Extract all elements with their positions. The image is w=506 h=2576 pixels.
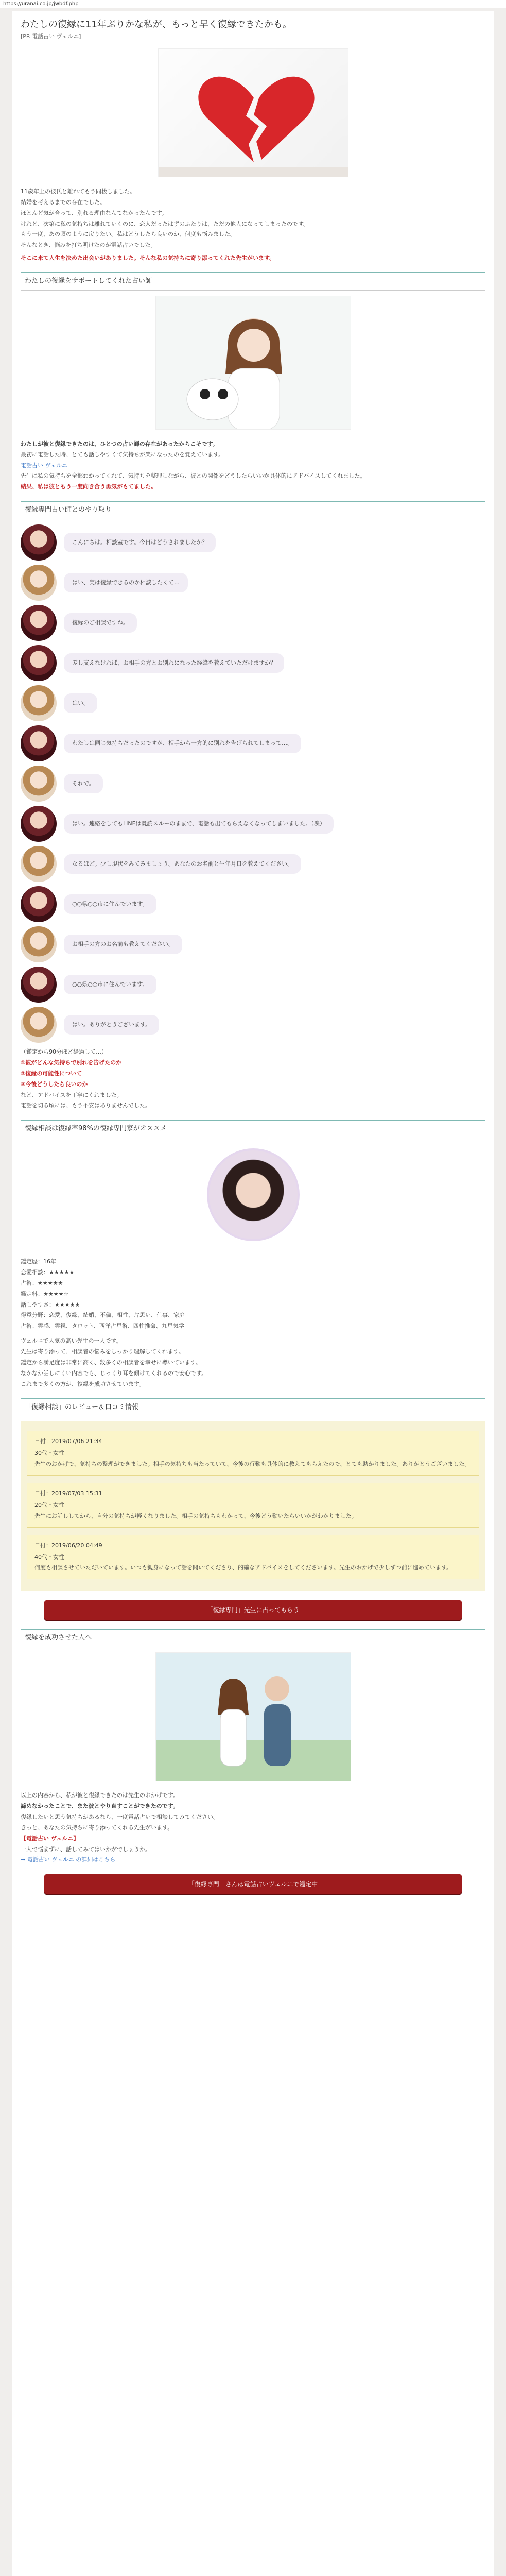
advisor-text-3	[21, 461, 485, 471]
couple-photo-icon	[156, 1653, 351, 1781]
page	[12, 11, 494, 2576]
after-chat-1: （鑑定から90分ほど経過して…）	[21, 1048, 107, 1055]
address-bar[interactable]: https://uranai.co.jp/jwbdf.php	[0, 0, 506, 8]
client-avatar	[21, 806, 57, 842]
chat-message	[21, 524, 485, 561]
advisor-avatar	[21, 565, 57, 601]
chat-message	[21, 886, 485, 922]
chat-bubble: なるほど。少し現状をみてみましょう。あなたのお名前と生年月日を教えてください。	[64, 854, 301, 874]
success-text-4: きっと、あなたの気持ちに寄り添ってくれる先生がいます。	[21, 1824, 173, 1831]
profile-line-6: 得意分野：恋愛、復縁、結婚、不倫、相性、片思い、仕事、家庭	[21, 1312, 185, 1319]
woman-photo-icon	[156, 296, 351, 430]
profile-line-5: 話しやすさ：★★★★★	[21, 1301, 80, 1308]
after-chat-6: 電話を切る頃には、もう不安はありませんでした。	[21, 1102, 151, 1109]
review-date: 日付：2019/07/06 21:34	[34, 1438, 102, 1445]
profile-text-4: なかなか話しにくい内容でも、じっくり耳を傾けてくれるので安心です。	[21, 1369, 207, 1377]
profile-line-3: 占術：★★★★★	[21, 1279, 63, 1286]
chat-message	[21, 846, 485, 882]
review-card	[27, 1483, 479, 1528]
section-heading-profile: 復縁相談は復縁率98%の復縁専門家がオススメ	[21, 1120, 485, 1138]
review-body: 何度も相談させていただいています。いつも親身になって話を聞いてくださり、的確なアドバイスをしてくださいます。先生のおかげで少しずつ前に進めています。	[34, 1564, 452, 1571]
chat-bubble: お相手の方のお名前も教えてください。	[64, 935, 182, 955]
profile-line-4: 鑑定料：★★★★☆	[21, 1290, 69, 1297]
success-text-6: 一人で悩まずに、話してみてはいかがでしょうか。	[21, 1845, 151, 1853]
section-heading-success: 復縁を成功させた人へ	[21, 1629, 485, 1647]
success-text-5: 【電話占い ヴェルニ】	[21, 1835, 79, 1842]
review-author: 40代・女性	[34, 1553, 64, 1561]
success-text-1: 以上の内容から、私が彼と復縁できたのは先生のおかげです。	[21, 1792, 179, 1799]
chat-message	[21, 725, 485, 761]
profile-text-1: ヴェルニで人気の高い先生の一人です。	[21, 1337, 122, 1345]
success-text-3: 復縁したいと思う気持ちがあるなら、一度電話占いで相談してみてください。	[21, 1813, 219, 1820]
intro-text-5: もう一度、あの頃のように戻りたい。私はどうしたら良いのか、何度も悩みました。	[21, 231, 236, 238]
verni-cta-button[interactable]: 「復縁専門」さんは電話占いヴェルニで鑑定中	[44, 1874, 462, 1894]
review-body: 先生にお話ししてから、自分の気持ちが軽くなりました。相手の気持ちもわかって、今後どう動いたらいいかがわかりました。	[34, 1512, 357, 1519]
client-avatar	[21, 645, 57, 681]
chat-bubble: はい。ありがとうございます。	[64, 1015, 159, 1035]
chat-bubble: ○○県○○市に住んでいます。	[64, 975, 156, 995]
success-text-2: 諦めなかったことで、また彼とやり直すことができたのです。	[21, 1802, 179, 1809]
after-chat-2: ①彼がどんな気持ちで別れを告げたのか	[21, 1059, 122, 1066]
verni-detail-link[interactable]: → 電話占い ヴェルニ の詳細はこちら	[21, 1856, 116, 1863]
advisor-avatar	[21, 846, 57, 882]
chat-message	[21, 645, 485, 681]
profile-text-5: これまで多くの方が、復縁を成功させています。	[21, 1380, 145, 1387]
intro-text-2: 結婚を考えるまでの存在でした。	[21, 198, 106, 206]
intro-text-1: 11歳年上の彼氏と離れてもう同棲しました。	[21, 188, 135, 195]
chat-message	[21, 685, 485, 721]
chat-bubble: ○○県○○市に住んでいます。	[64, 894, 156, 914]
section-heading-reviews: 「復縁相談」のレビュー＆口コミ情報	[21, 1398, 485, 1417]
profile-text-3: 鑑定から満足度は非常に高く、数多くの相談者を幸せに導いています。	[21, 1359, 201, 1366]
chat-message	[21, 926, 485, 962]
chat-message	[21, 1007, 485, 1043]
profile-line-1: 鑑定歴：16年	[21, 1258, 56, 1265]
profile-line-7: 占術：霊感、霊視、タロット、西洋占星術、四柱推命、九星気学	[21, 1323, 184, 1330]
intro-text-6: そんなとき、悩みを打ち明けたのが電話占いでした。	[21, 242, 156, 249]
section-heading-advisor: わたしの復縁をサポートしてくれた占い師	[21, 272, 485, 291]
client-avatar	[21, 605, 57, 641]
after-chat-5: など、アドバイスを丁寧にくれました。	[21, 1091, 123, 1098]
chat-bubble: 差し支えなければ、お相手の方とお別れになった経緯を教えていただけますか？	[64, 653, 284, 673]
review-author: 20代・女性	[34, 1501, 64, 1509]
advisor-text-1: わたしが彼と復縁できたのは、ひとつの占い師の存在があったからこそです。	[21, 440, 218, 447]
after-chat-4: ③今後どうしたら良いのか	[21, 1080, 88, 1088]
intro-text-4: けれど、次第に私の気持ちは離れていくのに、恋人だったはずのふたりは、ただの他人になってしまったのです。	[21, 220, 309, 227]
chat-message	[21, 565, 485, 601]
advisor-avatar	[21, 766, 57, 802]
chat-bubble: こんにちは。相談室です。今日はどうされましたか？	[64, 533, 216, 553]
review-card	[27, 1535, 479, 1580]
profile-text-2: 先生は寄り添って、相談者の悩みをしっかり理解してくれます。	[21, 1348, 184, 1355]
page-subtitle: [PR 電話占い ヴェルニ]	[21, 33, 81, 40]
advisor-text-5: 結果、私は彼ともう一度向き合う勇気がもてました。	[21, 483, 156, 490]
chat-message	[21, 967, 485, 1003]
client-avatar	[21, 524, 57, 561]
review-author: 30代・女性	[34, 1450, 64, 1457]
broken-heart-icon	[159, 49, 348, 177]
advisor-text-4: 先生は私の気持ちを全部わかってくれて、気持ちを整理しながら、彼との関係をどうしたらいいか具体的にアドバイスしてくれました。	[21, 472, 366, 480]
chat-bubble: はい、実は復縁できるのか相談したくて…	[64, 573, 188, 593]
intro-emphasis: そこに来て人生を決めた出会いがありました。そんな私の気持ちに寄り添ってくれた先生がいます。	[21, 255, 275, 262]
advisor-avatar	[207, 1148, 300, 1241]
advisor-avatar	[21, 685, 57, 721]
broken-heart-image	[158, 48, 348, 177]
review-body: 先生のおかげで、気持ちの整理ができました。相手の気持ちも当たっていて、今後の行動も具体的に教えてもらえたので、とても助かりました。ありがとうございました。	[34, 1461, 470, 1468]
chat-bubble: わたしは同じ気持ちだったのですが、相手から一方的に別れを告げられてしまって…。	[64, 734, 301, 754]
review-date: 日付：2019/06/20 04:49	[34, 1541, 102, 1549]
chat-bubble: はい。	[64, 693, 97, 714]
chat-message	[21, 605, 485, 641]
chat-bubble: 復縁のご相談ですね。	[64, 613, 137, 633]
page-title: わたしの復縁に11年ぶりかな私が、もっと早く復縁できたかも。	[21, 19, 292, 30]
review-date: 日付：2019/07/03 15:31	[34, 1490, 102, 1497]
profile-line-2: 恋愛相談：★★★★★	[21, 1268, 75, 1276]
review-card	[27, 1431, 479, 1476]
chat-message	[21, 766, 485, 802]
client-avatar	[21, 725, 57, 761]
verni-link[interactable]: 電話占い ヴェルニ	[21, 462, 68, 469]
woman-with-dog-image	[155, 296, 351, 430]
client-avatar	[21, 967, 57, 1003]
chat-log	[21, 524, 485, 1043]
after-chat-3: ②復縁の可能性について	[21, 1070, 82, 1077]
advisor-text-2: 最初に電話した時、とても話しやすくて気持ちが楽になったのを覚えています。	[21, 451, 224, 458]
chat-bubble: はい。連絡をしてもLINEは既読スルーのままで、電話も出てもらえなくなってしまいました。（涙）	[64, 814, 334, 834]
intro-text-3: ほとんど気が合って、別れる理由なんてなかったんです。	[21, 209, 167, 216]
advisor-avatar	[21, 926, 57, 962]
couple-image	[155, 1652, 351, 1781]
section-heading-chat: 復縁専門占い師とのやり取り	[21, 501, 485, 519]
review-list	[21, 1421, 485, 1591]
chat-bubble: それで。	[64, 774, 103, 794]
chat-message	[21, 806, 485, 842]
consult-button[interactable]: 「復縁専門」先生に占ってもらう	[44, 1600, 462, 1620]
client-avatar	[21, 886, 57, 922]
advisor-avatar	[21, 1007, 57, 1043]
